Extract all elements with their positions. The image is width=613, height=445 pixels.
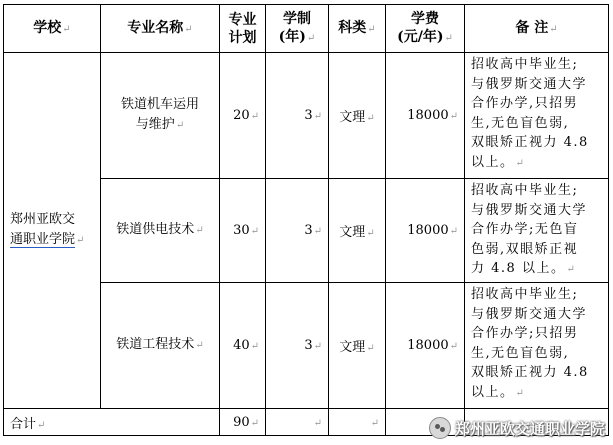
quota-cell: 20↵ <box>220 53 266 179</box>
total-quota: 90↵ <box>220 409 266 436</box>
total-category: ↵ <box>329 409 386 436</box>
wechat-logo-icon <box>429 417 451 439</box>
watermark <box>429 417 605 439</box>
header-school: 学校↵ <box>4 5 101 53</box>
school-cell: 郑州亚欧交 通职业学院↵ <box>4 53 101 409</box>
duration-cell: 3↵ <box>266 53 329 179</box>
total-label: 合计↵ <box>4 409 220 436</box>
fee-cell: 18000↵ <box>386 179 465 283</box>
duration-cell: 3↵ <box>266 179 329 283</box>
category-cell: 文理↵ <box>329 53 386 179</box>
header-fee: 学费 (元/年)↵ <box>386 5 465 53</box>
major-name: 铁道机车运用 与维护↵ <box>101 53 220 179</box>
header-duration: 学制 (年)↵ <box>266 5 329 53</box>
remark-cell: 招收高中毕业生; 与俄罗斯交通大学 合作办学,只招男 生,无色盲色弱, 双眼矫正视力 4.8 以上。↵ <box>465 53 609 179</box>
watermark-text: 郑州亚欧交通职业学院 <box>454 419 605 438</box>
header-remark: 备 注↵ <box>465 5 609 53</box>
remark-cell: 招收高中毕业生; 与俄罗斯交通大学 合作办学;只招男 生,无色盲色弱, 双眼矫正视力 4.8 以上。↵ <box>465 283 609 409</box>
total-duration: ↵ <box>266 409 329 436</box>
fee-cell: 18000↵ <box>386 53 465 179</box>
major-name: 铁道工程技术↵ <box>101 283 220 409</box>
enrollment-table <box>3 4 609 436</box>
header-major: 专业名称↵ <box>101 5 220 53</box>
duration-cell: 3↵ <box>266 283 329 409</box>
fee-cell: 18000↵ <box>386 283 465 409</box>
quota-cell: 30↵ <box>220 179 266 283</box>
remark-cell: 招收高中毕业生; 与俄罗斯交通大学 合作办学;无色盲 色弱,双眼矫正视 力 4.8 以上。↵ <box>465 179 609 283</box>
quota-cell: 40↵ <box>220 283 266 409</box>
category-cell: 文理↵ <box>329 283 386 409</box>
header-category: 科类↵ <box>329 5 386 53</box>
category-cell: 文理↵ <box>329 179 386 283</box>
table-row <box>4 53 609 179</box>
major-name: 铁道供电技术↵ <box>101 179 220 283</box>
header-row <box>4 5 609 53</box>
header-quota: 专业 计划 <box>220 5 266 53</box>
